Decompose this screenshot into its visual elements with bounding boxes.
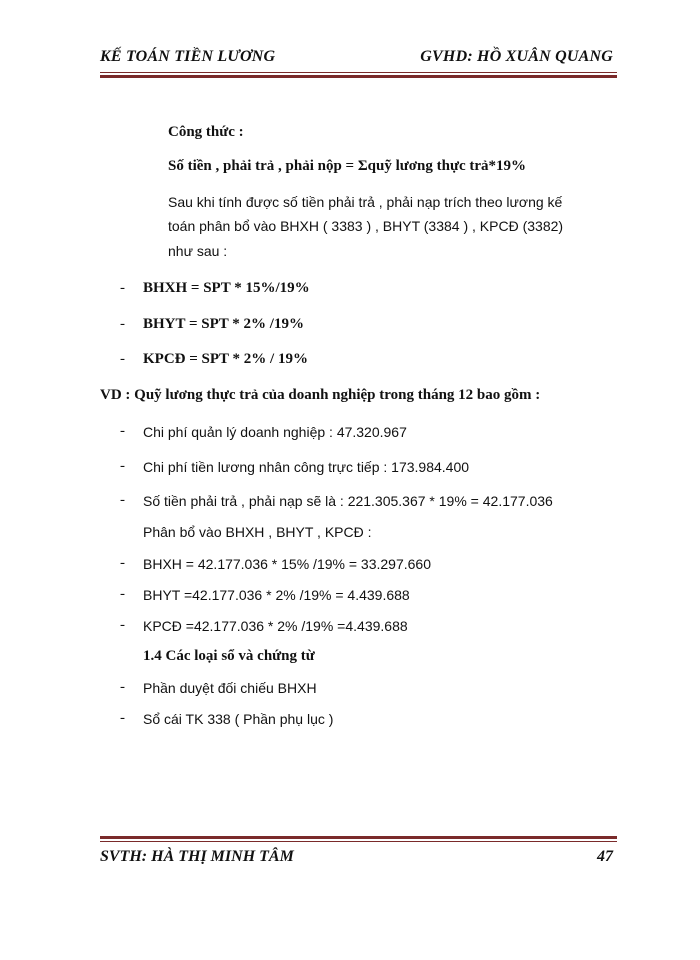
list-bullet: - [120, 280, 125, 296]
header-instructor: GVHD: HỒ XUÂN QUANG [420, 48, 613, 65]
alloc-bhyt: BHYT = SPT * 2% /19% [143, 316, 304, 332]
alloc-bhxh: BHXH = SPT * 15%/19% [143, 280, 310, 296]
footer-rule-thin [100, 841, 617, 842]
list-bullet: - [120, 679, 125, 695]
list-bullet: - [120, 492, 125, 508]
formula: Số tiền , phải trả , phải nộp = Σquỹ lương thực trả*19% [168, 158, 527, 174]
header-rule-thick [100, 75, 617, 78]
intro-line-3: như sau : [168, 243, 228, 259]
footer-rule-thick [100, 836, 617, 839]
distribute-title: Phân bổ vào BHXH , BHYT , KPCĐ : [143, 524, 372, 540]
distribute-item: KPCĐ =42.177.036 * 2% /19% =4.439.688 [143, 618, 408, 634]
section-item: Phần duyệt đối chiếu BHXH [143, 680, 317, 696]
list-bullet: - [120, 617, 125, 633]
page-number: 47 [597, 848, 613, 865]
section-title: 1.4 Các loại sổ và chứng từ [143, 648, 315, 664]
header-title: KẾ TOÁN TIỀN LƯƠNG [100, 48, 276, 65]
list-bullet: - [120, 316, 125, 332]
list-bullet: - [120, 586, 125, 602]
intro-line-1: Sau khi tính được số tiền phải trả , phải nạp trích theo lương kế [168, 194, 563, 210]
distribute-item: BHYT =42.177.036 * 2% /19% = 4.439.688 [143, 587, 410, 603]
footer-student: SVTH: HÀ THỊ MINH TÂM [100, 848, 294, 865]
alloc-kpcd: KPCĐ = SPT * 2% / 19% [143, 351, 308, 367]
list-bullet: - [120, 458, 125, 474]
example-item: Chi phí quản lý doanh nghiệp : 47.320.967 [143, 424, 407, 440]
header-rule-thin [100, 72, 617, 73]
example-item: Chi phí tiền lương nhân công trực tiếp : 173.984.400 [143, 459, 470, 475]
list-bullet: - [120, 710, 125, 726]
section-item: Sổ cái TK 338 ( Phần phụ lục ) [143, 711, 334, 727]
list-bullet: - [120, 555, 125, 571]
example-title: VD : Quỹ lương thực trả của doanh nghiệp trong tháng 12 bao gồm : [100, 387, 541, 403]
distribute-item: BHXH = 42.177.036 * 15% /19% = 33.297.660 [143, 556, 431, 572]
list-bullet: - [120, 351, 125, 367]
example-item: Số tiền phải trả , phải nạp sẽ là : 221.305.367 * 19% = 42.177.036 [143, 493, 553, 509]
list-bullet: - [120, 423, 125, 439]
page-header [100, 48, 613, 72]
intro-line-2: toán phân bổ vào BHXH ( 3383 ) , BHYT (3384 ) , KPCĐ (3382) [168, 218, 564, 234]
formula-title: Công thức : [168, 124, 244, 140]
